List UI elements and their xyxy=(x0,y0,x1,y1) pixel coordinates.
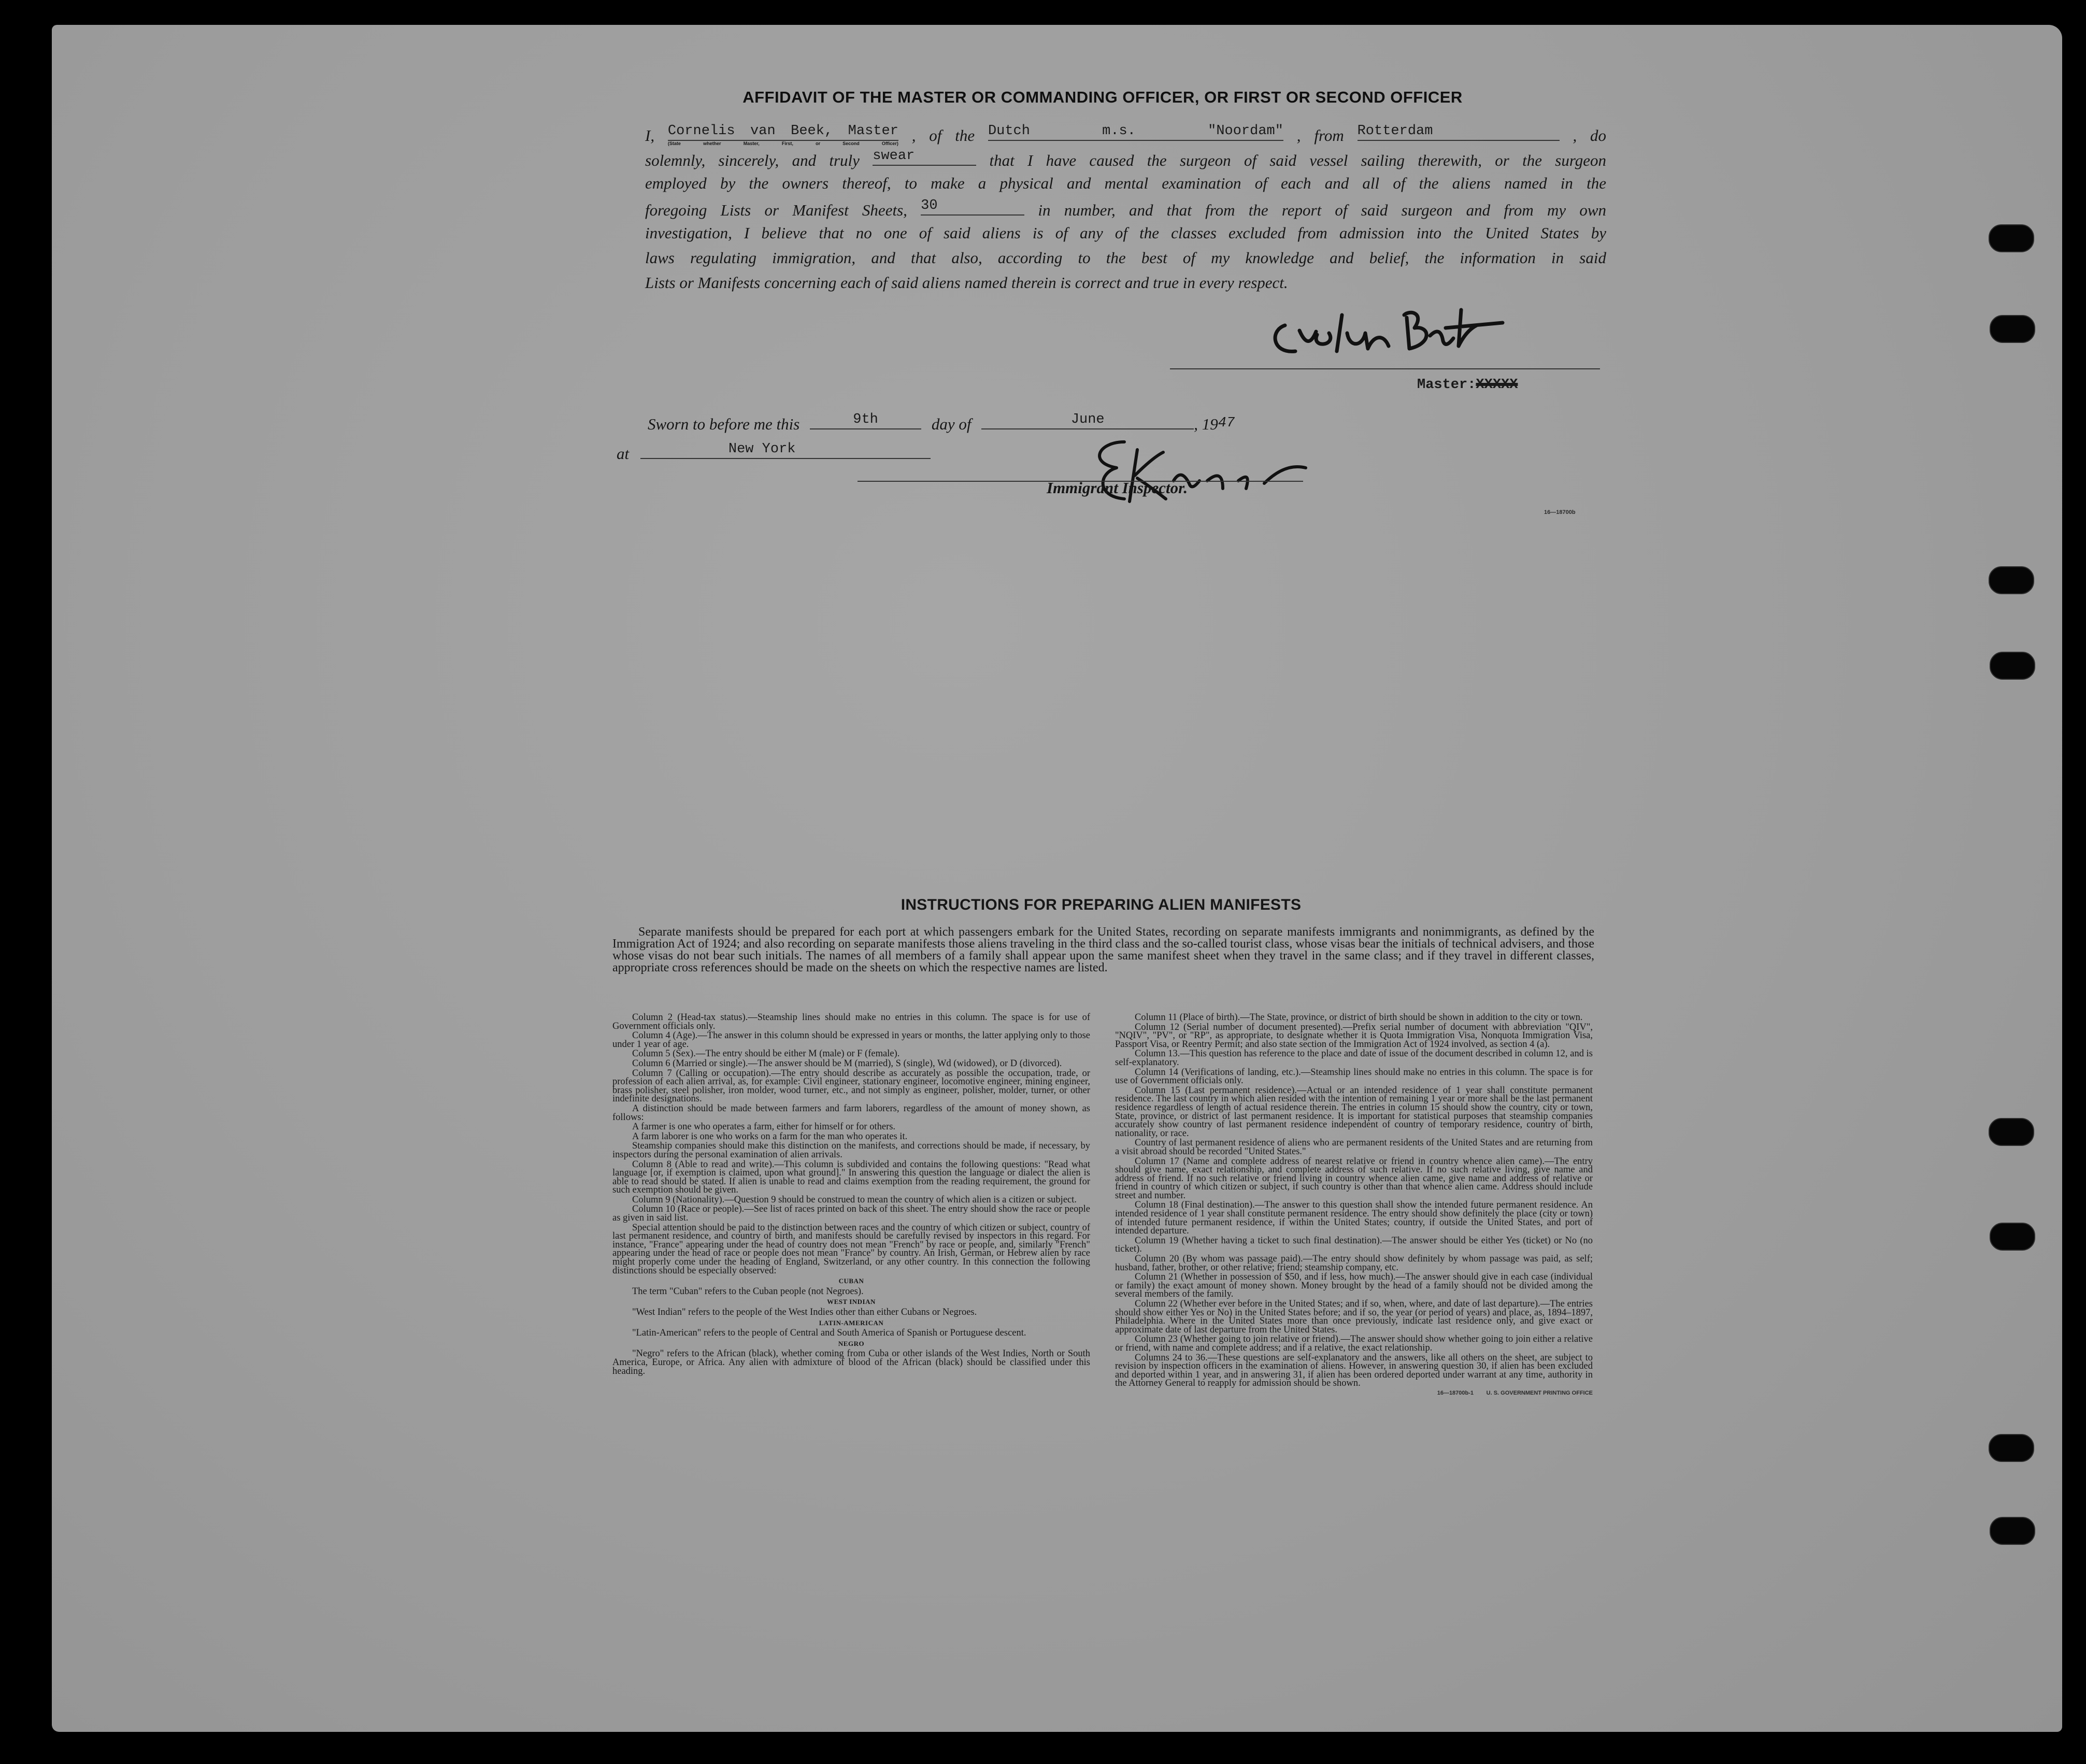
instructions-form-number: 16—18700b-1 xyxy=(1437,1389,1474,1396)
port-field xyxy=(1358,122,1560,141)
inspector-signature xyxy=(1067,432,1358,509)
instruction-paragraph: Column 6 (Married or single).—The answer should be M (married), S (single), Wd (widowed), or D (divorced). xyxy=(632,1058,1062,1069)
instructions-left-column xyxy=(612,1013,1090,1376)
instruction-paragraph: Special attention should be paid to the distinction between races and the country of which citizen or subject, country of last permanent residence, and country of birth, and manifests should be carefully revised by inspectors in this regard. For instance, "France" appearing under the head of country does not mean "French" by race or people, and, similarly "French" appearing under the head of race or people does not mean "France" by country. An Irish, German, or Hebrew alien by race might properly come under the heading of England, Switzerland, or any other country. In this connection the following distinctions should be especially observed: xyxy=(612,1222,1090,1276)
master-signature xyxy=(1259,294,1528,372)
master-signature-line xyxy=(1170,368,1600,369)
latin-american-heading: LATIN-AMERICAN xyxy=(819,1318,884,1327)
instruction-paragraph: Column 17 (Name and complete address of nearest relative or friend in country whence alien came).—The entry should give name, exact relationship, and complete address of such relative. If no such relative living, give name and address of friend. If no such relative or friend living in country whence alien came, give name and address of relative or friend in country of which citizen or subject, if such country is other than that whence alien came. Address should include street and number. xyxy=(1115,1156,1593,1201)
officer-name-note: (State whether Master, First, or Second Officer) xyxy=(667,141,898,146)
instruction-paragraph: Column 11 (Place of birth).—The State, province, or district of birth should be shown in addition to the city or town. xyxy=(1135,1012,1583,1023)
instruction-paragraph: Column 23 (Whether going to join relative or friend).—The answer should show whether going to join either a relative or friend, with name and complete address; and if a relative, the exact relationship. xyxy=(1115,1334,1593,1353)
affidavit-line-3: employed by the owners thereof, to make a physical and mental examination of each and all of the aliens named in the xyxy=(645,174,1606,192)
instruction-paragraph: Column 18 (Final destination).—The answer to this question shall show the intended future permanent residence. An intended residence of 1 year shall constitute permanent residence. The entry should show definitely the place (city or town) of intended future permanent residence, if within the United States; country, if outside the United States, and port of intended departure. xyxy=(1115,1200,1593,1237)
instruction-paragraph: Column 8 (Able to read and write).—This column is subdivided and contains the following questions: "Read what language [or, if exemption is claimed, upon what ground]." In answering this question the language or dialect the alien is able to read should be stated. If alien is unable to read and claims exemption from the reading requirement, the ground for such exemption should be given. xyxy=(612,1159,1090,1196)
oath-field xyxy=(873,147,976,166)
punch-hole xyxy=(1989,566,2034,594)
affidavit-form-number: 16—18700b xyxy=(1544,509,1576,515)
west-indian-heading: WEST INDIAN xyxy=(827,1298,876,1306)
instruction-paragraph: Steamship companies should make this distinction on the manifests, and corrections should be made, if necessary, by inspectors during the personal examination of alien arrivals. xyxy=(612,1141,1090,1160)
instruction-paragraph: Column 20 (By whom was passage paid).—The entry should show definitely by whom passage was paid, as self; husband, father, brother, or other relative; friend; steamship company, etc. xyxy=(1115,1254,1593,1273)
instruction-paragraph: Column 12 (Serial number of document presented).—Prefix serial number of document with abbreviation "QIV", "NQIV", "PV", or "RP", as appropriate, to designate whether it is Quota Immigration Visa, Nonquota Immigration Visa, Passport Visa, or Reentry Permit; and also state section of the Immigration Act of 1924 involved, as section 4 (a). xyxy=(1115,1022,1593,1050)
affidavit-l1-of: , of the xyxy=(911,126,975,145)
punch-hole xyxy=(1989,1118,2034,1146)
punch-hole xyxy=(1990,315,2035,343)
instruction-paragraph: Column 5 (Sex).—The entry should be either M (male) or F (female). xyxy=(632,1049,900,1059)
instruction-paragraph: Column 19 (Whether having a ticket to such final destination).—The answer should be either Yes (ticket) or No (no ticket). xyxy=(1115,1235,1593,1255)
affidavit-line-4 xyxy=(645,197,1606,220)
place-field xyxy=(640,440,931,459)
sheets-field xyxy=(921,197,1024,216)
departure-port: Rotterdam xyxy=(1357,123,1433,139)
cuban-definition: The term "Cuban" refers to the Cuban people (not Negroes). xyxy=(632,1286,864,1297)
printing-office: U. S. GOVERNMENT PRINTING OFFICE xyxy=(1486,1389,1593,1396)
instruction-paragraph: A farmer is one who operates a farm, either for himself or for others. xyxy=(632,1122,896,1132)
officer-name: Cornelis van Beek, Master xyxy=(667,123,898,139)
instruction-paragraph: A farm laborer is one who works on a farm for the man who operates it. xyxy=(632,1131,908,1142)
instruction-paragraph: Column 9 (Nationality).—Question 9 should be construed to mean the country of which alien is a citizen or subject. xyxy=(632,1194,1077,1205)
sworn-month: June xyxy=(1070,412,1105,427)
punch-hole xyxy=(1990,652,2035,680)
affidavit-line-2 xyxy=(645,147,1606,170)
instruction-paragraph: Column 2 (Head-tax status).—Steamship lines should make no entries in this column. The space is for use of Government officials only. xyxy=(612,1012,1090,1031)
instruction-paragraph: Column 22 (Whether ever before in the United States; and if so, when, where, and date of last departure).—The entries should show either Yes or No) in the United States before; and if so, the year (or period of years) and place, as, 1894–1897, Philadelphia. Where in the United States more than once previously, indicate last residence only, and give exact or approximate date of last departure from the United States. xyxy=(1115,1299,1593,1335)
manifest-sheet xyxy=(52,25,2062,1732)
cuban-heading: CUBAN xyxy=(838,1277,864,1285)
instructions-title: INSTRUCTIONS FOR PREPARING ALIEN MANIFESTS xyxy=(901,896,1302,913)
instruction-paragraph: Column 10 (Race or people).—See list of races printed on back of this sheet. The entry should show the race or people as given in said list. xyxy=(612,1204,1090,1224)
affidavit-l4-post: in number, and that from the report of said surgeon and from my own xyxy=(1038,201,1607,219)
day-field xyxy=(810,411,921,429)
punch-hole xyxy=(1989,1434,2034,1462)
instruction-paragraph: Column 14 (Verifications of landing, etc.).—Steamship lines should make no entries in this column. The space is for use of Government officials only. xyxy=(1115,1067,1593,1086)
punch-hole xyxy=(1990,1223,2035,1251)
sworn-row xyxy=(648,411,1235,434)
oath-word: swear xyxy=(873,148,915,164)
instruction-paragraph: Column 4 (Age).—The answer in this column should be expressed in years or months, the latter applying only to those under 1 year of age. xyxy=(612,1030,1090,1050)
instruction-paragraph: A distinction should be made between farmers and farm laborers, regardless of the amount of money shown, as follows: xyxy=(612,1103,1090,1123)
affidavit-line-7: Lists or Manifests concerning each of said aliens named therein is correct and true in every respect. xyxy=(645,274,1288,292)
instruction-paragraph: Column 15 (Last permanent residence).—Actual or an intended residence of 1 year shall constitute permanent residence. The last country in which alien resided with the intention of remaining 1 year or more shall be the last permanent residence regardless of length of actual residence therein. The entries in column 15 should show the country, city or town, State, province, or district of last permanent residence. It is important for statistical purposes that steamship companies accurately show country of last permanent residence independent of country of temporary residence, country of birth, nationality, or race. xyxy=(1115,1085,1593,1139)
affidavit-l2-post: that I have caused the surgeon of said vessel sailing therewith, or the surgeon xyxy=(989,151,1607,169)
affidavit-title: AFFIDAVIT OF THE MASTER OR COMMANDING OFFICER, OR FIRST OR SECOND OFFICER xyxy=(742,88,1463,106)
instruction-paragraph: Column 13.—This question has reference to the place and date of issue of the document described in column 12, and is self-explanatory. xyxy=(1115,1049,1593,1068)
affidavit-l1-end: , do xyxy=(1573,126,1607,145)
instruction-paragraph: Columns 24 to 36.—These questions are self-explanatory and the answers, like all others on the sheet, are subject to revision by inspection officers in the examination of aliens. However, in answering question 30, if alien has been excluded and deported within 1 year, and in answering 31, if alien has been ordered deported under warrant at any time, authority in the Attorney General to reapply for admission should be shown. xyxy=(1115,1352,1593,1389)
sworn-day-of: day of xyxy=(931,415,971,433)
punch-hole xyxy=(1990,1517,2035,1545)
west-indian-definition: "West Indian" refers to the people of the West Indies other than either Cubans or Negroes. xyxy=(632,1307,977,1317)
month-field xyxy=(981,411,1194,429)
instruction-paragraph: Column 21 (Whether in possession of $50, and if less, how much).—The answer should give in each case (individual or family) the exact amount of money shown. Money brought by the head of a family should not be divided among the several members of the family. xyxy=(1115,1272,1593,1300)
vessel-field xyxy=(988,122,1283,141)
affidavit-line-6: laws regulating immigration, and that also, according to the best of my knowledge and belief, the information in said xyxy=(645,249,1606,267)
punch-hole xyxy=(1989,224,2034,252)
master-title: Master: xyxy=(1417,377,1476,393)
instructions-right-column xyxy=(1115,1013,1593,1398)
affidavit-l1-from: , from xyxy=(1296,126,1344,145)
form-footer xyxy=(1115,1388,1593,1398)
instruction-paragraph: Column 7 (Calling or occupation).—The entry should describe as accurately as possible the occupation, trade, or profession of each alien arrival, as, for example: Civil engineer, stationary engineer, locomotive engineer, mining engineer, brass polisher, steel polisher, iron molder, wood turner, etc., and not simply as engineer, polisher, molder, turner, or other indefinite designations. xyxy=(612,1068,1090,1105)
affidavit-line-1 xyxy=(645,122,1606,145)
sworn-year: 47 xyxy=(1218,415,1235,431)
place-at: at xyxy=(617,444,630,463)
sworn-day: 9th xyxy=(853,412,878,427)
negro-heading: NEGRO xyxy=(838,1339,865,1347)
struck-officer-title: XXXXX xyxy=(1476,377,1518,393)
instructions-intro: Separate manifests should be prepared for each port at which passengers embark for the United States, recording on separate manifests immigrants and nonimmigrants, as defined by the Immigration Act of 1924; and also recording on separate manifests those aliens traveling in the third class and the so-called tourist class, whose visas bear the initials of technical advisers, and those whose visas do not bear such initials. The names of all members of a family shall appear upon the same manifest sheet when they travel in the same class; and if they travel in different classes, appropriate cross references should be made on the sheets on which the respective names are listed. xyxy=(612,925,1594,974)
inspector-label: Immigrant Inspector. xyxy=(1047,479,1188,497)
latin-american-definition: "Latin-American" refers to the people of Central and South America of Spanish or Portuguese descent. xyxy=(632,1328,1026,1339)
affidavit-l1-pre: I, xyxy=(645,126,655,145)
sworn-pre: Sworn to before me this xyxy=(648,415,800,433)
officer-name-field xyxy=(667,122,898,146)
affidavit-line-5: investigation, I believe that no one of said aliens is of any of the classes excluded from admission into the United States by xyxy=(645,224,1606,242)
instruction-paragraph: Country of last permanent residence of aliens who are permanent residents of the United States and are returning from a visit abroad should be recorded "United States." xyxy=(1115,1138,1593,1157)
affidavit-l2-pre: solemnly, sincerely, and truly xyxy=(645,151,860,169)
place-row xyxy=(617,440,931,463)
affidavit-l4-pre: foregoing Lists or Manifest Sheets, xyxy=(645,201,907,219)
sworn-place: New York xyxy=(728,441,796,457)
master-title-row xyxy=(1417,377,1518,393)
sworn-year-prefix: , 19 xyxy=(1194,415,1218,433)
vessel-name: Dutch m.s. "Noordam" xyxy=(988,123,1283,139)
negro-definition: "Negro" refers to the African (black), whether coming from Cuba or other islands of the West Indies, North or South America, Europe, or Africa. Any alien with admixture of blood of the African (black) should be classified under this heading. xyxy=(612,1349,1090,1376)
sheet-count: 30 xyxy=(921,198,938,213)
